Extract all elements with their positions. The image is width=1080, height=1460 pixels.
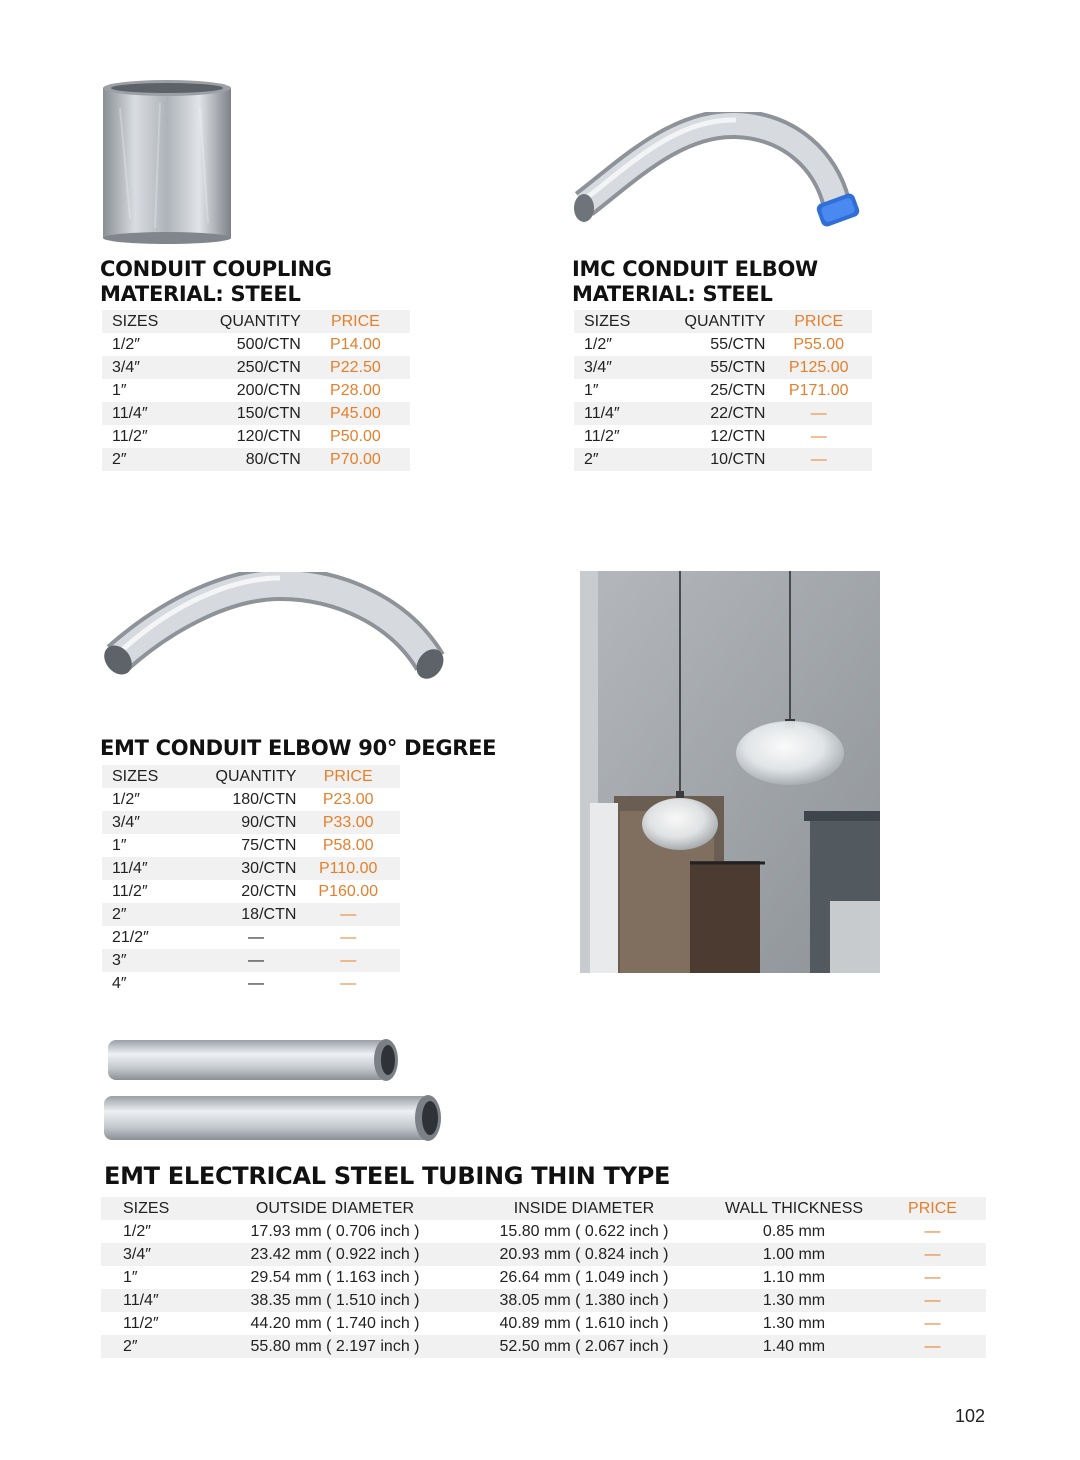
- col-header-quantity: QUANTITY: [186, 310, 301, 333]
- size-cell: 11/2″: [102, 425, 186, 448]
- col-header-sizes: SIZES: [574, 310, 657, 333]
- pendant-lights-photo: [580, 571, 880, 973]
- qty-cell: 180/CTN: [186, 788, 297, 811]
- size-cell: 2″: [102, 448, 186, 471]
- wall-cell: 1.10 mm: [709, 1266, 879, 1289]
- qty-cell: 10/CTN: [657, 448, 766, 471]
- col-header-sizes: SIZES: [102, 765, 186, 788]
- table-row: [102, 788, 400, 811]
- col-header-quantity: QUANTITY: [186, 765, 297, 788]
- table-row: [101, 1243, 986, 1266]
- size-cell: 1/2″: [102, 788, 186, 811]
- table-row: [102, 949, 400, 972]
- table-row: [102, 926, 400, 949]
- qty-cell: 55/CTN: [657, 356, 766, 379]
- col-header-price: PRICE: [301, 310, 410, 333]
- wall-cell: 0.85 mm: [709, 1220, 879, 1243]
- price-cell: —: [879, 1312, 986, 1335]
- page-number: 102: [955, 1406, 986, 1426]
- table-row: [102, 857, 400, 880]
- table-row: [102, 425, 410, 448]
- size-cell: 11/4″: [574, 402, 657, 425]
- table-row: [574, 425, 872, 448]
- emt-elbow-image: [100, 572, 450, 684]
- price-cell: —: [765, 448, 872, 471]
- size-cell: 3/4″: [102, 811, 186, 834]
- od-cell: 29.54 mm ( 1.163 inch ): [211, 1266, 459, 1289]
- imc-elbow-image: [566, 112, 866, 236]
- price-cell: —: [879, 1243, 986, 1266]
- price-cell: P45.00: [301, 402, 410, 425]
- size-cell: 2″: [574, 448, 657, 471]
- qty-cell: 12/CTN: [657, 425, 766, 448]
- id-cell: 38.05 mm ( 1.380 inch ): [459, 1289, 709, 1312]
- imc-elbow-title: IMC CONDUIT ELBOW: [572, 257, 818, 281]
- id-cell: 26.64 mm ( 1.049 inch ): [459, 1266, 709, 1289]
- wall-cell: 1.00 mm: [709, 1243, 879, 1266]
- table-row: [101, 1220, 986, 1243]
- emt-tubing-spec-table: [101, 1197, 986, 1358]
- table-row: [574, 402, 872, 425]
- table-row: [102, 834, 400, 857]
- qty-cell: —: [186, 926, 297, 949]
- coupling-material: MATERIAL: STEEL: [100, 282, 301, 306]
- table-row: [102, 903, 400, 926]
- size-cell: 1/2″: [574, 333, 657, 356]
- table-row: [101, 1289, 986, 1312]
- qty-cell: 250/CTN: [186, 356, 301, 379]
- size-cell: 11/2″: [574, 425, 657, 448]
- qty-cell: 500/CTN: [186, 333, 301, 356]
- table-header-row: [101, 1197, 986, 1220]
- qty-cell: —: [186, 949, 297, 972]
- price-cell: —: [879, 1289, 986, 1312]
- wall-cell: 1.40 mm: [709, 1335, 879, 1358]
- price-cell: P58.00: [296, 834, 400, 857]
- od-cell: 55.80 mm ( 2.197 inch ): [211, 1335, 459, 1358]
- col-header-sizes: SIZES: [101, 1197, 211, 1220]
- size-cell: 1/2″: [101, 1220, 211, 1243]
- table-row: [102, 972, 400, 995]
- qty-cell: 22/CTN: [657, 402, 766, 425]
- qty-cell: 80/CTN: [186, 448, 301, 471]
- table-row: [574, 448, 872, 471]
- price-cell: —: [296, 903, 400, 926]
- table-header-row: [102, 765, 400, 788]
- price-cell: P55.00: [765, 333, 872, 356]
- price-cell: P33.00: [296, 811, 400, 834]
- table-row: [101, 1312, 986, 1335]
- size-cell: 3″: [102, 949, 186, 972]
- od-cell: 17.93 mm ( 0.706 inch ): [211, 1220, 459, 1243]
- price-cell: —: [879, 1335, 986, 1358]
- qty-cell: 75/CTN: [186, 834, 297, 857]
- size-cell: 2″: [102, 903, 186, 926]
- qty-cell: 90/CTN: [186, 811, 297, 834]
- size-cell: 1″: [102, 834, 186, 857]
- qty-cell: 25/CTN: [657, 379, 766, 402]
- price-cell: P23.00: [296, 788, 400, 811]
- col-header-quantity: QUANTITY: [657, 310, 766, 333]
- od-cell: 38.35 mm ( 1.510 inch ): [211, 1289, 459, 1312]
- table-row: [102, 333, 410, 356]
- size-cell: 11/4″: [102, 402, 186, 425]
- table-row: [574, 356, 872, 379]
- id-cell: 20.93 mm ( 0.824 inch ): [459, 1243, 709, 1266]
- price-cell: —: [765, 425, 872, 448]
- emt-elbow-title: EMT CONDUIT ELBOW 90° DEGREE: [100, 736, 497, 760]
- size-cell: 3/4″: [102, 356, 186, 379]
- qty-cell: 20/CTN: [186, 880, 297, 903]
- qty-cell: 200/CTN: [186, 379, 301, 402]
- size-cell: 1/2″: [102, 333, 186, 356]
- col-header-sizes: SIZES: [102, 310, 186, 333]
- qty-cell: 30/CTN: [186, 857, 297, 880]
- size-cell: 11/4″: [102, 857, 186, 880]
- price-cell: —: [296, 949, 400, 972]
- size-cell: 21/2″: [102, 926, 186, 949]
- table-row: [574, 379, 872, 402]
- qty-cell: 150/CTN: [186, 402, 301, 425]
- col-header-inside-diameter: INSIDE DIAMETER: [459, 1197, 709, 1220]
- size-cell: 11/2″: [101, 1312, 211, 1335]
- size-cell: 4″: [102, 972, 186, 995]
- col-header-wall-thickness: WALL THICKNESS: [709, 1197, 879, 1220]
- table-row: [102, 402, 410, 425]
- price-cell: P14.00: [301, 333, 410, 356]
- table-row: [574, 333, 872, 356]
- coupling-image: [100, 78, 234, 244]
- imc-elbow-price-table: [574, 310, 872, 471]
- size-cell: 3/4″: [101, 1243, 211, 1266]
- price-cell: P28.00: [301, 379, 410, 402]
- table-row: [101, 1335, 986, 1358]
- table-row: [102, 880, 400, 903]
- table-header-row: [102, 310, 410, 333]
- emt-tubing-title: EMT ELECTRICAL STEEL TUBING THIN TYPE: [104, 1162, 671, 1190]
- size-cell: 11/4″: [101, 1289, 211, 1312]
- size-cell: 1″: [574, 379, 657, 402]
- table-row: [102, 811, 400, 834]
- qty-cell: 55/CTN: [657, 333, 766, 356]
- price-cell: —: [765, 402, 872, 425]
- imc-elbow-material: MATERIAL: STEEL: [572, 282, 773, 306]
- price-cell: P125.00: [765, 356, 872, 379]
- id-cell: 52.50 mm ( 2.067 inch ): [459, 1335, 709, 1358]
- price-cell: P22.50: [301, 356, 410, 379]
- price-cell: P50.00: [301, 425, 410, 448]
- id-cell: 15.80 mm ( 0.622 inch ): [459, 1220, 709, 1243]
- col-header-price: PRICE: [296, 765, 400, 788]
- table-row: [102, 379, 410, 402]
- price-cell: P70.00: [301, 448, 410, 471]
- od-cell: 44.20 mm ( 1.740 inch ): [211, 1312, 459, 1335]
- col-header-price: PRICE: [765, 310, 872, 333]
- emt-elbow-price-table: [102, 765, 400, 995]
- price-cell: —: [296, 926, 400, 949]
- od-cell: 23.42 mm ( 0.922 inch ): [211, 1243, 459, 1266]
- size-cell: 1″: [101, 1266, 211, 1289]
- col-header-outside-diameter: OUTSIDE DIAMETER: [211, 1197, 459, 1220]
- qty-cell: —: [186, 972, 297, 995]
- qty-cell: 120/CTN: [186, 425, 301, 448]
- coupling-title: CONDUIT COUPLING: [100, 257, 332, 281]
- price-cell: P171.00: [765, 379, 872, 402]
- price-cell: —: [296, 972, 400, 995]
- coupling-price-table: [102, 310, 410, 471]
- price-cell: P160.00: [296, 880, 400, 903]
- emt-tubing-image: [100, 1032, 446, 1144]
- size-cell: 11/2″: [102, 880, 186, 903]
- table-header-row: [574, 310, 872, 333]
- table-row: [102, 356, 410, 379]
- price-cell: P110.00: [296, 857, 400, 880]
- wall-cell: 1.30 mm: [709, 1312, 879, 1335]
- price-cell: —: [879, 1266, 986, 1289]
- size-cell: 1″: [102, 379, 186, 402]
- table-row: [101, 1266, 986, 1289]
- id-cell: 40.89 mm ( 1.610 inch ): [459, 1312, 709, 1335]
- col-header-price: PRICE: [879, 1197, 986, 1220]
- price-cell: —: [879, 1220, 986, 1243]
- size-cell: 3/4″: [574, 356, 657, 379]
- table-row: [102, 448, 410, 471]
- wall-cell: 1.30 mm: [709, 1289, 879, 1312]
- qty-cell: 18/CTN: [186, 903, 297, 926]
- size-cell: 2″: [101, 1335, 211, 1358]
